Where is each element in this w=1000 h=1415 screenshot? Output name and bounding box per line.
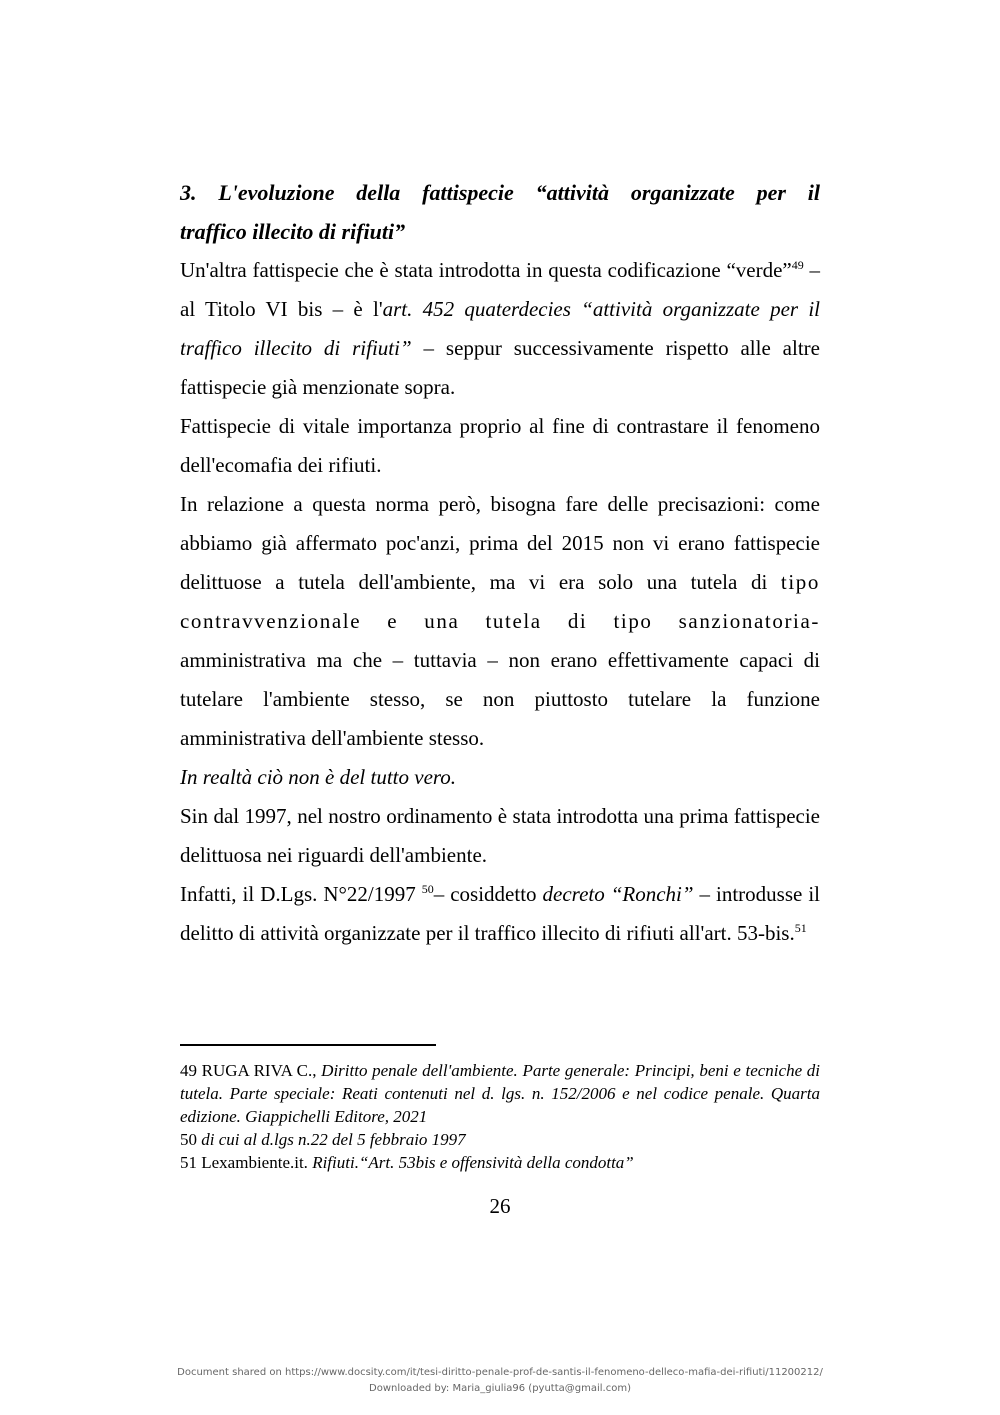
paragraph-1-text-c: – seppur successivamente rispetto alle altre fattispecie già menzionate sopra. xyxy=(180,336,820,399)
footnote-ref-49[interactable]: 49 xyxy=(791,258,804,272)
paragraph-3-text-c: amministrativa ma che – tuttavia – non erano effettivamente capaci di tutelare l'ambiente stesso, se non piuttosto tutelare la funzione amministrativa dell'ambiente stesso. xyxy=(180,648,820,750)
footnote-ref-51[interactable]: 51 xyxy=(794,921,807,935)
paragraph-6-text-c: – introdusse il delitto di attività organizzate per il traffico illecito di rifiuti all'art. 53-bis. xyxy=(180,882,820,945)
paragraph-2: Fattispecie di vitale importanza proprio al fine di contrastare il fenomeno dell'ecomafia dei rifiuti. xyxy=(180,414,820,477)
paragraph-6-text-b: – cosiddetto xyxy=(433,882,543,906)
footnote-50-number: 50 xyxy=(180,1130,197,1149)
paragraph-3-text-a: In relazione a questa norma però, bisogna fare delle precisazioni: come abbiamo già affermato poc'anzi, prima del 2015 non vi erano fattispecie delittuose a tutela dell'ambiente, ma vi era solo una tutela di xyxy=(180,492,820,594)
docsity-downloaded-by: Downloaded by: Maria_giulia96 (pyutta@gmail.com) xyxy=(369,1383,631,1394)
footnote-51-title: Rifiuti.“Art. 53bis e offensività della condotta” xyxy=(312,1153,634,1172)
paragraph-6 xyxy=(180,875,820,953)
footnote-49 xyxy=(180,1059,820,1128)
footnote-50 xyxy=(180,1128,820,1151)
footnote-50-text: di cui al d.lgs n.22 del 5 febbraio 1997 xyxy=(197,1130,466,1149)
paragraph-3 xyxy=(180,485,820,758)
document-body xyxy=(180,173,820,953)
footnotes xyxy=(180,1059,820,1174)
paragraph-1-article-citation: art. 452 quaterdecies “attività organizzate per il traffico illecito di rifiuti” xyxy=(180,297,820,360)
footnote-51 xyxy=(180,1151,820,1174)
footnote-49-title: Diritto penale dell'ambiente. Parte generale: Principi, beni e tecniche di tutela. Parte speciale: Reati contenuti nel d. lgs. n. 152/2006 e nel codice penale. Quarta edizione. Giappichelli Editore, 2021 xyxy=(180,1061,821,1126)
docsity-footer xyxy=(0,1365,1000,1397)
footnote-separator xyxy=(180,1044,436,1046)
paragraph-6-text-a: Infatti, il D.Lgs. N°22/1997 xyxy=(180,882,422,906)
footnote-49-author: RUGA RIVA C., xyxy=(197,1061,322,1080)
section-heading-line-2: traffico illecito di rifiuti” xyxy=(180,219,406,244)
section-heading-line-1: 3. L'evoluzione della fattispecie “attività organizzate per il xyxy=(180,180,820,205)
docsity-shared-link[interactable]: Document shared on https://www.docsity.com/it/tesi-diritto-penale-prof-de-santis-il-fenomeno-delleco-mafia-dei-rifiuti/11200212/ xyxy=(177,1367,823,1378)
paragraph-1-text-b: – al Titolo VI bis – è l' xyxy=(180,258,820,321)
paragraph-1 xyxy=(180,251,820,407)
paragraph-4: In realtà ciò non è del tutto vero. xyxy=(180,765,457,789)
page-number: 26 xyxy=(489,1194,511,1218)
footnote-51-number: 51 xyxy=(180,1153,197,1172)
paragraph-6-decree-name: decreto “Ronchi” xyxy=(542,882,694,906)
footnote-51-source: Lexambiente.it. xyxy=(197,1153,313,1172)
paragraph-3-text-b: tipo contravvenzionale e una tutela di tipo sanzionatoria- xyxy=(180,570,820,633)
paragraph-5: Sin dal 1997, nel nostro ordinamento è stata introdotta una prima fattispecie delittuosa nei riguardi dell'ambiente. xyxy=(180,804,820,867)
section-heading xyxy=(180,173,820,251)
footnote-49-number: 49 xyxy=(180,1061,197,1080)
footnote-ref-50[interactable]: 50 xyxy=(421,882,434,896)
paragraph-1-text-a: Un'altra fattispecie che è stata introdotta in questa codificazione “verde” xyxy=(180,258,792,282)
